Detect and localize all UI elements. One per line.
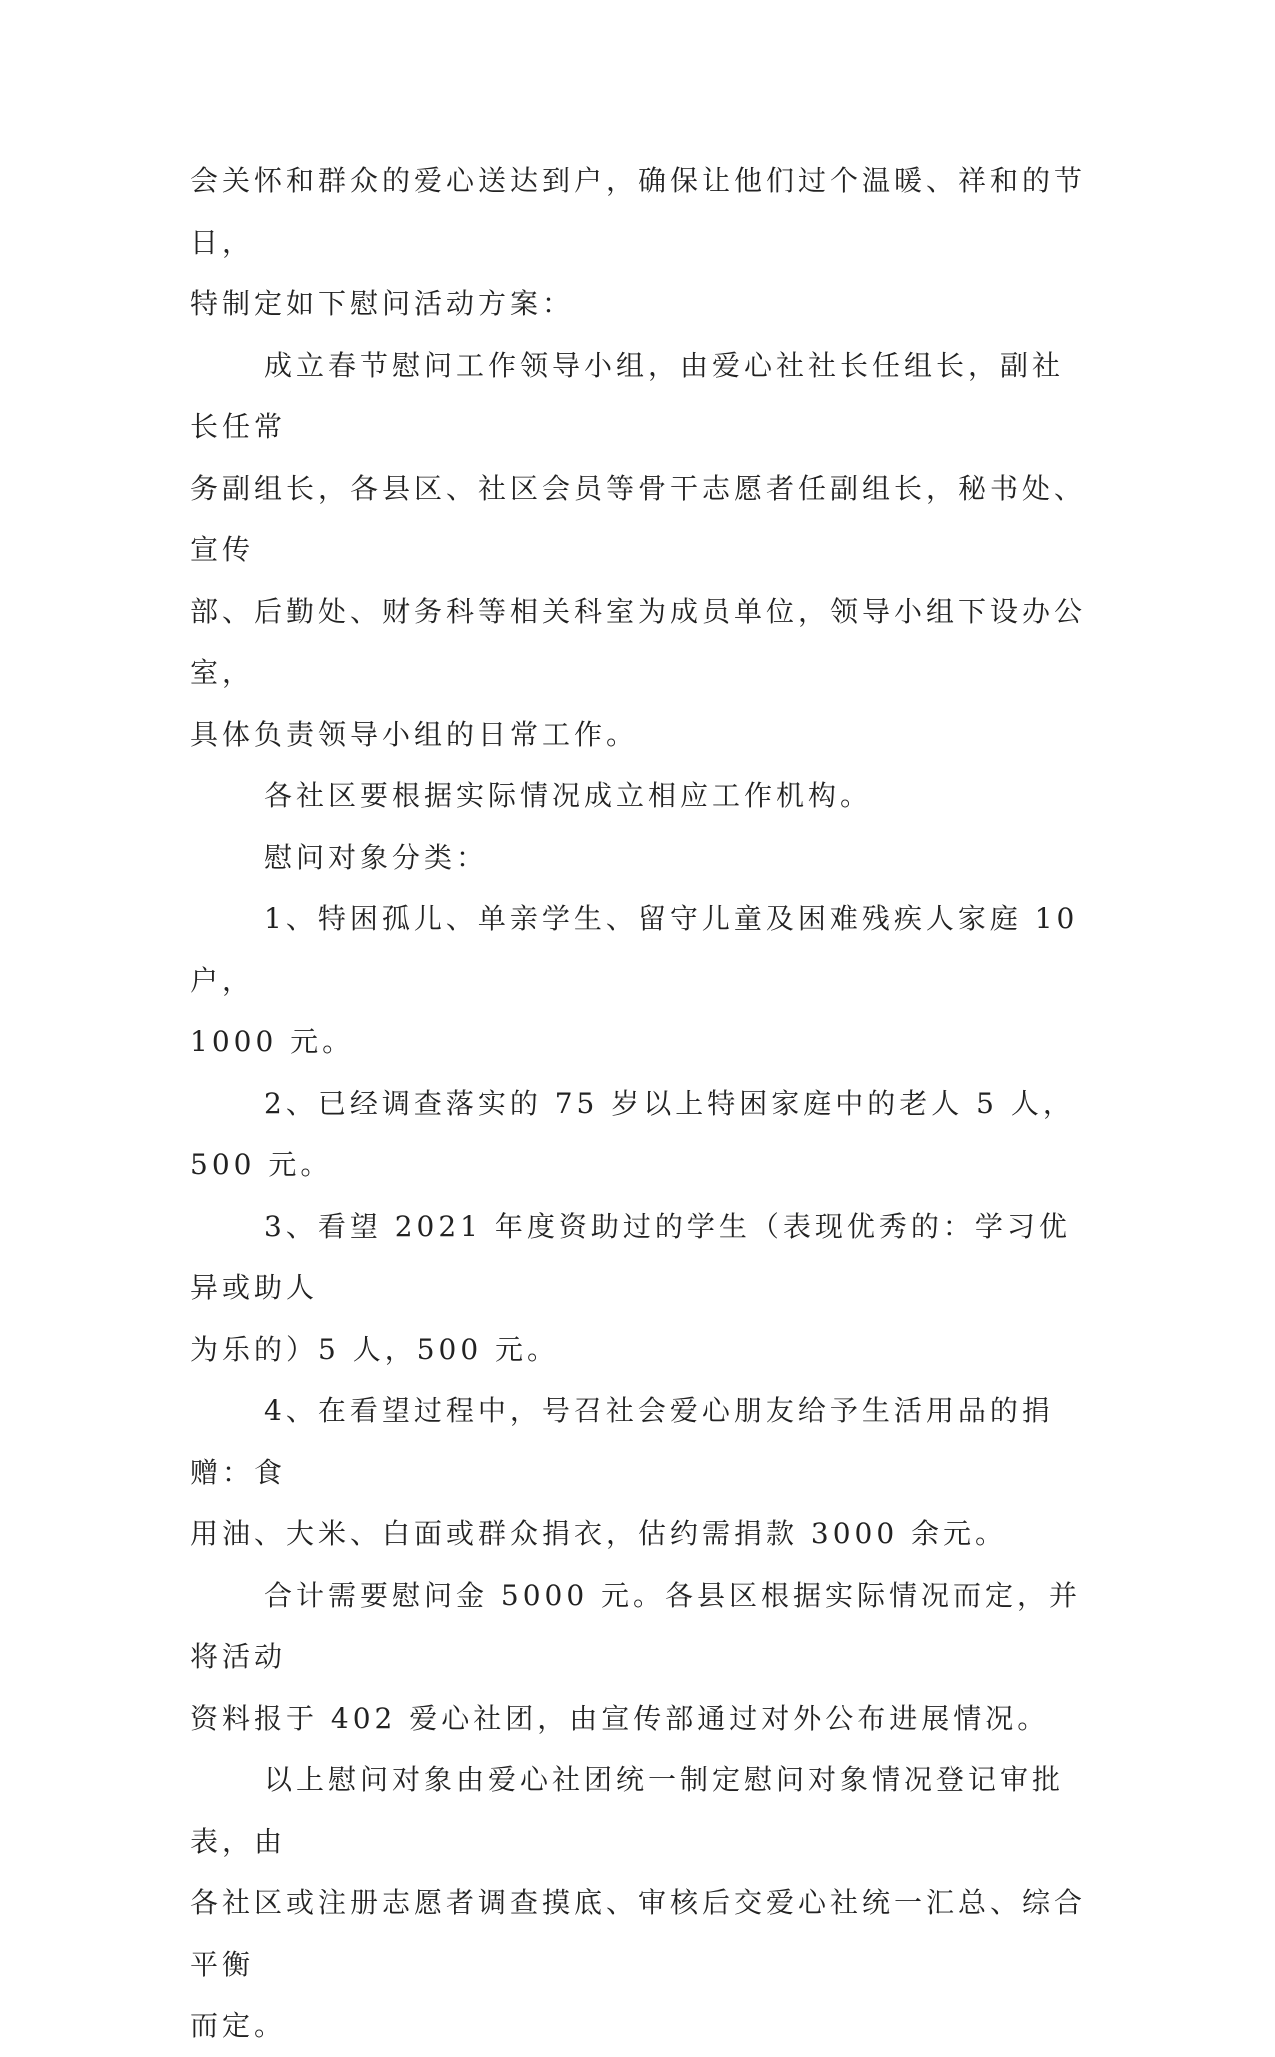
list-item-2: 2、已经调查落实的 75 岁以上特困家庭中的老人 5 人，500 元。 (190, 1086, 1075, 1181)
list-item-4: 4、在看望过程中，号召社会爱心朋友给予生活用品的捐赠：食 用油、大米、白面或群众捐衣，估约需捐款 3000 余元。 (190, 1394, 1054, 1550)
document-body (190, 150, 1090, 2057)
list-item-3: 3、看望 2021 年度资助过的学生（表现优秀的：学习优异或助人 为乐的）5 人，500 元。 (190, 1209, 1071, 1366)
paragraph-categories-heading: 慰问对象分类： (264, 840, 489, 874)
paragraph-intro-continuation: 会关怀和群众的爱心送达到户，确保让他们过个温暖、祥和的节日， 特制定如下慰问活动方案： (190, 164, 1087, 320)
list-item-1: 1、特困孤儿、单亲学生、留守儿童及困难残疾人家庭 10 户， 1000 元。 (190, 902, 1079, 1058)
paragraph-approval-process: 以上慰问对象由爱心社团统一制定慰问对象情况登记审批表，由 各社区或注册志愿者调查摸底、审核后交爱心社统一汇总、综合平衡 而定。 (190, 1763, 1087, 2042)
paragraph-total-funds: 合计需要慰问金 5000 元。各县区根据实际情况而定，并将活动 资料报于 402 爱心社团，由宣传部通过对外公布进展情况。 (190, 1578, 1082, 1735)
paragraph-community-agencies: 各社区要根据实际情况成立相应工作机构。 (264, 779, 873, 812)
paragraph-leadership-group: 成立春节慰问工作领导小组，由爱心社社长任组长，副社长任常 务副组长，各县区、社区会员等骨干志愿者任副组长，秘书处、宣传 部、后勤处、财务科等相关科室为成员单位，领导小组下设办公室， 具体负责领导小组的日常工作。 (190, 348, 1087, 751)
